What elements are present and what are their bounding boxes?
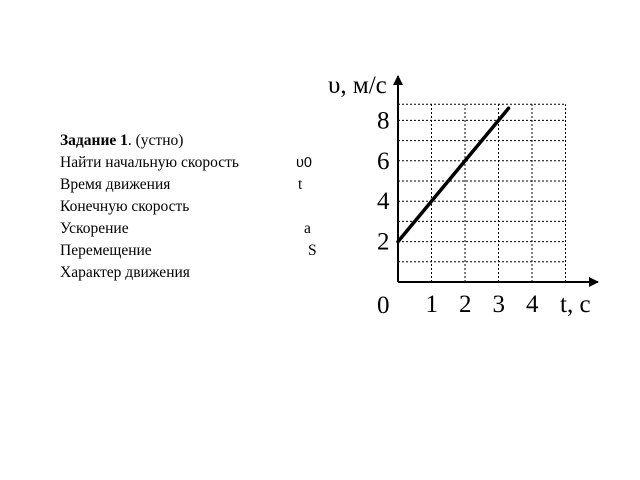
chart-grid xyxy=(398,104,566,282)
x-tick-label: 1 xyxy=(425,291,438,318)
y-tick-label: 6 xyxy=(377,147,390,175)
task-item-symbol: a xyxy=(304,220,311,237)
y-tick-label: 8 xyxy=(377,107,390,135)
y-axis-label: υ, м/с xyxy=(328,72,387,99)
chart-axes xyxy=(398,76,598,282)
origin-label: 0 xyxy=(377,292,390,319)
task-item-label: Время движения xyxy=(60,176,171,193)
y-tick-label: 2 xyxy=(377,228,390,256)
task-item-label: Ускорение xyxy=(60,220,129,237)
chart-tick-labels xyxy=(377,107,539,318)
task-item-symbol: t xyxy=(298,176,303,193)
task-item-symbol: υ0 xyxy=(296,155,312,171)
x-tick-label: 3 xyxy=(492,291,505,318)
task-title-rest: . (устно) xyxy=(127,132,184,149)
task-item-symbol: S xyxy=(308,242,317,259)
x-tick-label: 2 xyxy=(459,291,472,318)
x-tick-label: 4 xyxy=(526,291,539,318)
y-tick-label: 4 xyxy=(377,188,390,216)
task-item-label: Найти начальную скорость xyxy=(60,154,239,171)
task-item-label: Конечную скорость xyxy=(60,198,190,215)
x-axis-label: t, с xyxy=(560,291,591,318)
task-item-label: Перемещение xyxy=(60,242,152,259)
task-item-label: Характер движения xyxy=(60,264,190,281)
task-title-bold: Задание 1 xyxy=(60,132,128,149)
